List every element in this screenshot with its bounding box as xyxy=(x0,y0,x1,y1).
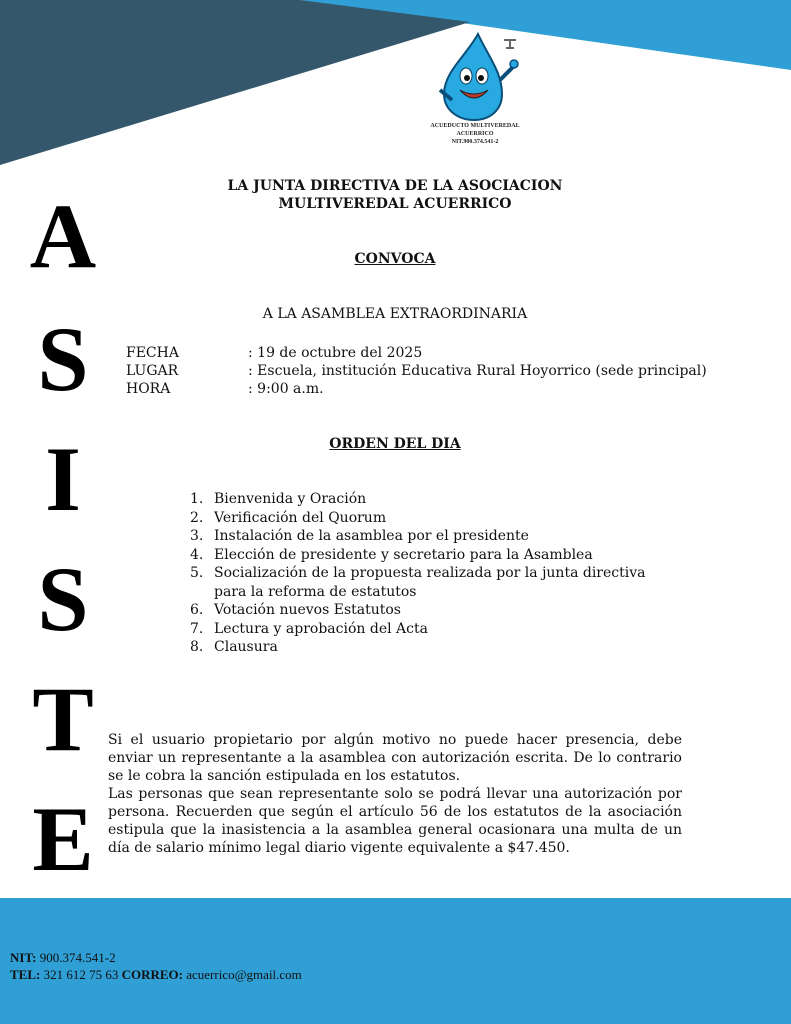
water-drop-mascot-icon xyxy=(430,30,520,122)
footer-email-label: CORREO: xyxy=(121,967,183,982)
vertical-letter: S xyxy=(37,308,89,410)
agenda-text: Bienvenida y Oración xyxy=(214,491,367,507)
agenda-number: 6. xyxy=(190,602,204,618)
asamblea-heading: A LA ASAMBLEA EXTRAORDINARIA xyxy=(262,306,528,322)
agenda-number: 2. xyxy=(190,509,204,526)
orden-del-dia-heading: ORDEN DEL DIA xyxy=(329,436,461,452)
detail-value: : 19 de octubre del 2025 xyxy=(248,345,423,361)
footer-nit-label: NIT: xyxy=(10,950,37,965)
vertical-letter: I xyxy=(45,428,81,530)
agenda-item xyxy=(190,620,670,639)
detail-value: : 9:00 a.m. xyxy=(248,381,324,397)
agenda-text: Votación nuevos Estatutos xyxy=(214,602,401,618)
footer-contact xyxy=(10,967,302,983)
logo-caption-1: ACUEDUCTO MULTIVEREDAL xyxy=(430,123,520,129)
agenda-item xyxy=(190,564,670,601)
logo-caption-3: NIT.900.374.541-2 xyxy=(451,139,499,145)
agenda-item xyxy=(190,546,670,565)
agenda-number: 4. xyxy=(190,546,204,563)
vertical-letter: A xyxy=(29,185,97,287)
logo xyxy=(430,30,520,152)
agenda-text: Lectura y aprobación del Acta xyxy=(214,620,428,637)
detail-label: FECHA xyxy=(126,345,179,361)
notice-paragraph-2: Las personas que sean representante solo se podrá llevar una autorización por persona. Recuerden que según el artículo 56 de los estatutos de la asociación estipula que la inasistencia a la asamblea general ocasionara una multa de un día de salario mínimo legal diario vigente equivalente a $47.450. xyxy=(108,786,682,856)
vertical-letter: T xyxy=(32,668,94,770)
agenda-item xyxy=(190,638,670,657)
agenda-text: Instalación de la asamblea por el presidente xyxy=(214,528,529,544)
agenda-number: 1. xyxy=(190,491,204,507)
agenda-item xyxy=(190,490,670,509)
footer-nit-value: 900.374.541-2 xyxy=(36,950,116,965)
agenda-text: Socialización de la propuesta realizada por la junta directiva para la reforma de estatutos xyxy=(214,565,646,600)
footer-tel-label: TEL: xyxy=(10,967,41,982)
agenda-item xyxy=(190,601,670,620)
title-line-2: MULTIVEREDAL ACUERRICO xyxy=(278,196,512,212)
footer-email-value: acuerrico@gmail.com xyxy=(182,967,302,982)
agenda-text: Elección de presidente y secretario para la Asamblea xyxy=(214,546,593,563)
detail-label: LUGAR xyxy=(126,363,179,379)
detail-value: : Escuela, institución Educativa Rural Hoyorrico (sede principal) xyxy=(248,363,707,379)
document-title xyxy=(200,177,590,213)
agenda-item xyxy=(190,509,670,528)
dark-triangle xyxy=(0,0,470,165)
footer-tel-value: 321 612 75 63 xyxy=(40,967,122,982)
vertical-letter: S xyxy=(37,548,89,650)
agenda-number: 5. xyxy=(190,565,204,581)
logo-caption-2: ACUERRICO xyxy=(456,131,494,137)
agenda-number: 7. xyxy=(190,620,204,637)
agenda-item xyxy=(190,527,670,546)
agenda-number: 3. xyxy=(190,528,204,544)
footer-nit xyxy=(10,950,116,966)
agenda-number: 8. xyxy=(190,639,204,655)
footer xyxy=(0,898,791,1024)
detail-label: HORA xyxy=(126,381,171,397)
agenda-text: Verificación del Quorum xyxy=(214,509,387,526)
notice-text xyxy=(108,731,682,857)
agenda-text: Clausura xyxy=(214,639,278,655)
agenda-list xyxy=(190,490,670,657)
title-line-1: LA JUNTA DIRECTIVA DE LA ASOCIACION xyxy=(227,178,563,194)
header-decoration xyxy=(0,0,791,180)
vertical-letter: E xyxy=(32,788,94,890)
notice-paragraph-1: Si el usuario propietario por algún motivo no puede hacer presencia, debe enviar un representante a la asamblea con autorización escrita. De lo contrario se le cobra la sanción estipulada en los estatutos. xyxy=(108,732,682,784)
convoca-heading: CONVOCA xyxy=(354,251,436,267)
